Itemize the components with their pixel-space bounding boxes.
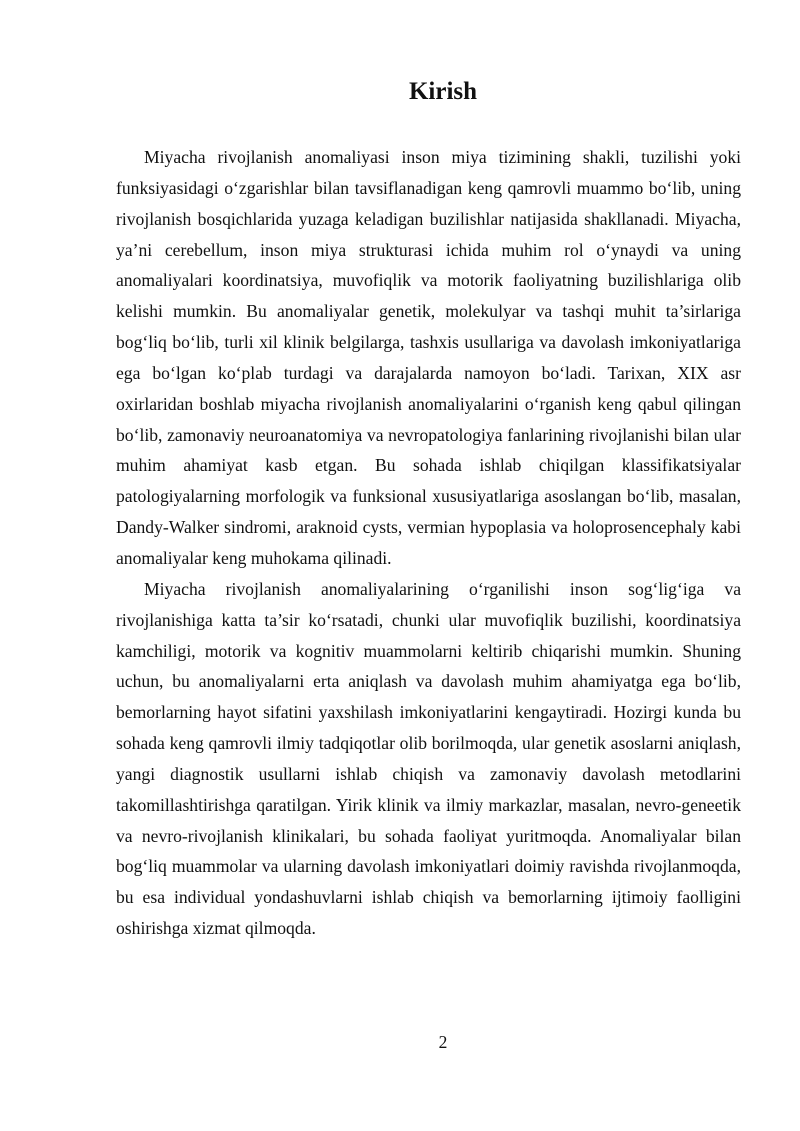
page-title: Kirish <box>408 78 478 105</box>
paragraph-2: Miyacha rivojlanish anomaliyalarining o‘rganilishi inson sog‘lig‘iga va rivojlanishiga katta ta’sir ko‘rsatadi, chunki ular muvofiqlik buzilishi, koordinatsiya kamchiligi, motorik va kognitiv muammolarni keltirib chiqarishi mumkin. Shuning uchun, bu anomaliyalarni erta aniqlash va davolash muhim ahamiyatga ega bo‘lib, bemorlarning hayot sifatini yaxshilash imkoniyatlarini kengaytiradi. Hozirgi kunda bu sohada keng qamrovli ilmiy tadqiqotlar olib borilmoqda, ular genetik asoslarni aniqlash, yangi diagnostik usullarni ishlab chiqish va zamonaviy davolash metodlarini takomillashtirishga qaratilgan. Yirik klinik va ilmiy markazlar, masalan, nevro-geneetik va nevro-rivojlanish klinikalari, bu sohada faoliyat yuritmoqda. Anomaliyalar bilan bog‘liq muammolar va ularning davolash imkoniyatlari doimiy ravishda rivojlanmoqda, bu esa individual yondashuvlarni ishlab chiqish va bemorlarning ijtimoiy faolligini oshirishga xizmat qilmoqda. <box>116 578 741 939</box>
page-number: 2 <box>438 1032 448 1052</box>
paragraph-1: Miyacha rivojlanish anomaliyasi inson miya tizimining shakli, tuzilishi yoki funksiyasidagi o‘zgarishlar bilan tavsiflanadigan keng qamrovli muammo bo‘lib, uning rivojlanish bosqichlarida yuzaga keladigan buzilishlar natijasida shakllanadi. Miyacha, ya’ni cerebellum, inson miya strukturasi ichida muhim rol o‘ynaydi va uning anomaliyalari koordinatsiya, muvofiqlik va motorik faoliyatning buzilishlariga olib kelishi mumkin. Bu anomaliyalar genetik, molekulyar va tashqi muhit ta’sirlariga bog‘liq bo‘lib, turli xil klinik belgilarga, tashxis usullariga va davolash imkoniyatlariga ega bo‘lgan ko‘plab turdagi va darajalarda namoyon bo‘ladi. Tarixan, XIX asr oxirlaridan boshlab miyacha rivojlanish anomaliyalarini o‘rganish keng qabul qilingan bo‘lib, zamonaviy neuroanatomiya va nevropatologiya fanlarining rivojlanishi bilan ular muhim ahamiyat kasb etgan. Bu sohada ishlab chiqilgan klassifikatsiyalar patologiyalarning morfologik va funksional xususiyatlariga asoslangan bo‘lib, masalan, Dandy-Walker sindromi, araknoid cysts, vermian hypoplasia va holoprosencephaly kabi anomaliyalar keng muhokama qilinadi. <box>116 147 741 568</box>
body-text <box>116 142 741 944</box>
